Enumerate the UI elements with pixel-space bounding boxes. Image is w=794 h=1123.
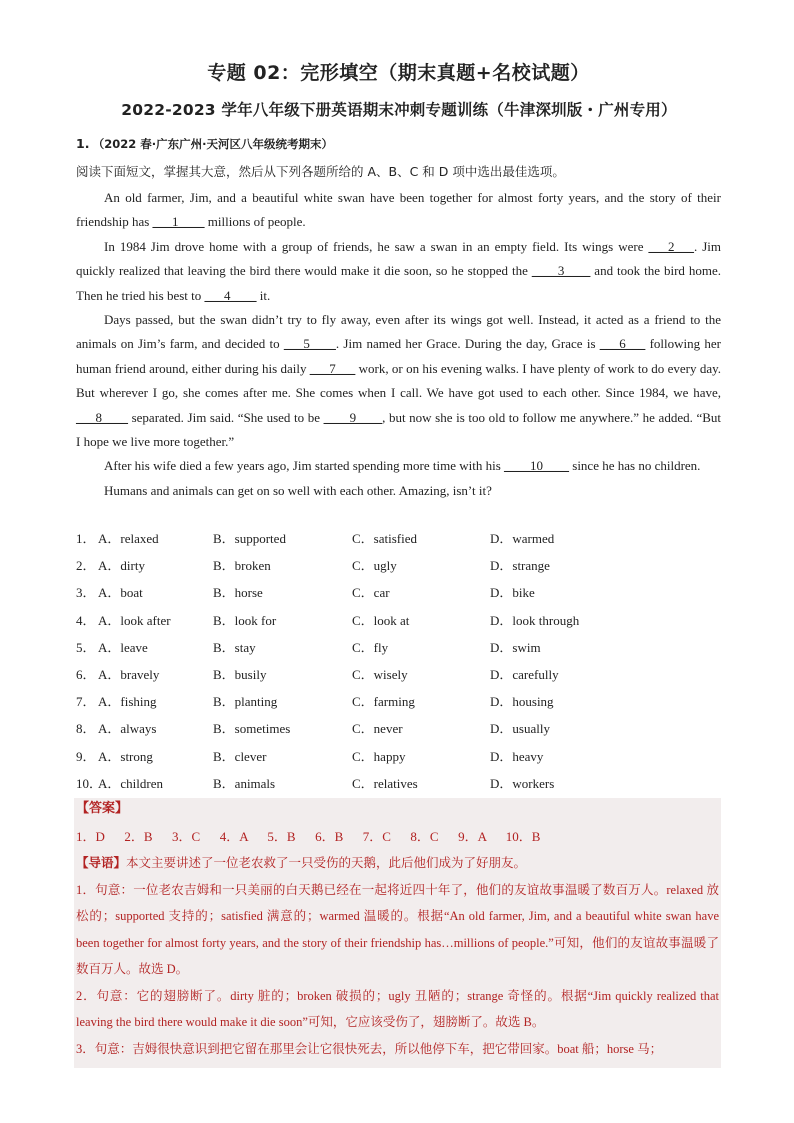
passage-text: After his wife died a few years ago, Jim started spending more time with his: [104, 458, 505, 474]
option-c: C．car: [352, 585, 390, 601]
option-row-7: [76, 691, 721, 718]
question-number: 1.: [76, 136, 90, 151]
blank-1-1: ___2___: [648, 238, 694, 254]
option-row-3: [76, 582, 721, 609]
blank-3-1: ____10____: [504, 458, 570, 474]
option-b: B．planting: [213, 694, 278, 710]
passage-text: work, or on his evening walks. I have plenty of work to do every day. But wherever I go, she comes after me. She comes when I call. We have got used to each other. Since 1984, we have,: [76, 360, 721, 401]
option-c: C．relatives: [352, 775, 418, 791]
blank-2-1: ___5____: [283, 336, 336, 352]
option-b: B．stay: [213, 639, 256, 655]
option-row-6: [76, 664, 721, 691]
option-a: A．boat: [98, 585, 143, 601]
option-c: C．satisfied: [352, 531, 417, 546]
option-b: B．animals: [213, 775, 276, 791]
option-row-10: [76, 773, 721, 800]
blank-2-9: ____9____: [323, 409, 383, 425]
option-a: A．children: [98, 775, 163, 791]
option-a: A．bravely: [98, 666, 160, 682]
blank-1-3: ____3____: [531, 263, 591, 279]
option-d: D．bike: [490, 585, 535, 601]
passage-paragraph: [76, 308, 721, 454]
explanation-2: 2．句意：它的翅膀断了。dirty 脏的；broken 破损的；ugly 丑陋的；strange 奇怪的。根据“Jim quickly realized that leaving the bird there would make it die soon”可知，它应该受伤了，翅膀断了。故选 B。: [76, 988, 719, 1029]
blank-2-5: ___7___: [309, 360, 356, 376]
passage-paragraph: [76, 479, 721, 503]
explanation-1: 1．句意：一位老农吉姆和一只美丽的白天鹅已经在一起将近四十年了，他们的友谊故事温暖了数百万人。relaxed 放松的；supported 支持的；satisfied 满意的；warmed 温暖的。根据“An old farmer, Jim, and a beautiful white swan have been together for almost forty years, and the story of their friendship has…millions of people.”可知，他们的友谊故事温暖了数百万人。故选 D。: [76, 882, 719, 976]
option-number: 6．: [76, 666, 96, 682]
option-d: D．strange: [490, 558, 550, 574]
passage-text: , but now she is too old to follow me anywhere.” he added. “But I hope we live more together.”: [76, 409, 721, 450]
passage-paragraph: [76, 235, 721, 308]
option-a: A．leave: [98, 639, 148, 655]
option-c: C．happy: [352, 748, 406, 764]
option-d: D．swim: [490, 639, 541, 655]
option-a: A．fishing: [98, 694, 157, 710]
passage-text: In 1984 Jim drove home with a group of friends, he saw a swan in an empty field. Its wings were: [104, 238, 649, 254]
option-number: 4．: [76, 612, 96, 628]
option-d: D．housing: [490, 694, 554, 710]
option-b: B．sometimes: [213, 721, 291, 737]
passage-paragraph: [76, 454, 721, 478]
guide-text: 本文主要讲述了一位老农救了一只受伤的天鹅，此后他们成为了好朋友。: [126, 855, 527, 870]
question-header: [76, 136, 333, 152]
blank-0-1: ___1____: [152, 214, 205, 230]
option-b: B．clever: [213, 748, 267, 764]
blank-1-5: ___4____: [204, 287, 257, 303]
passage-paragraph: [76, 186, 721, 235]
option-a: A．dirty: [98, 558, 145, 574]
passage: [76, 186, 721, 503]
option-row-2: [76, 555, 721, 582]
option-d: D．look through: [490, 612, 580, 628]
option-row-8: [76, 718, 721, 745]
passage-text: Humans and animals can get on so well with each other. Amazing, isn’t it?: [104, 482, 492, 498]
passage-text: An old farmer, Jim, and a beautiful white swan have been together for almost forty years, and the story of their friendship has: [76, 190, 721, 230]
option-c: C．fly: [352, 639, 389, 655]
option-number: 10．: [76, 775, 103, 791]
option-number: 9．: [76, 748, 96, 764]
option-row-9: [76, 746, 721, 773]
explanations: [76, 877, 719, 1063]
option-c: C．farming: [352, 694, 415, 710]
option-c: C．ugly: [352, 558, 397, 574]
option-d: D．heavy: [490, 748, 544, 764]
option-number: 5．: [76, 639, 96, 655]
passage-text: it.: [256, 287, 271, 303]
question-source: （2022 春·广东广州·天河区八年级统考期末）: [92, 137, 333, 151]
passage-text: and took the bird home. Then he tried his best to: [76, 263, 722, 303]
option-a: A．look after: [98, 612, 171, 628]
blank-2-7: ___8____: [76, 409, 128, 425]
option-row-4: [76, 610, 721, 637]
passage-text: following her human friend around, either during his daily: [76, 336, 721, 376]
option-b: B．supported: [213, 531, 286, 546]
option-number: 7．: [76, 694, 96, 710]
passage-text: since he has no children.: [569, 458, 701, 474]
option-a: A．strong: [98, 748, 153, 764]
document-title: 专题 02：完形填空（期末真题+名校试题）: [207, 62, 590, 84]
option-c: C．wisely: [352, 666, 408, 682]
option-a: A．always: [98, 721, 157, 737]
passage-text: separated. Jim said. “She used to be: [128, 409, 324, 425]
option-b: B．horse: [213, 585, 263, 601]
option-d: D．usually: [490, 721, 550, 737]
option-b: B．broken: [213, 558, 271, 574]
option-b: B．look for: [213, 612, 277, 628]
option-c: C．look at: [352, 612, 410, 628]
option-b: B．busily: [213, 666, 267, 682]
option-d: D．carefully: [490, 666, 559, 682]
blank-2-3: ___6___: [599, 336, 646, 352]
passage-text: Days passed, but the swan didn’t try to fly away, even after its wings got well. Instead, it acted as a friend to the animals on Jim’s farm, and decided to: [76, 312, 721, 352]
passage-text: . Jim quickly realized that leaving the bird there would make it die soon, so he stopped the: [76, 238, 721, 279]
option-row-1: [76, 528, 721, 555]
option-number: 3．: [76, 585, 96, 601]
passage-text: . Jim named her Grace. During the day, Grace is: [335, 336, 600, 352]
option-c: C．never: [352, 721, 403, 737]
answer-panel: [74, 798, 721, 1068]
option-number: 1．: [76, 531, 96, 546]
answer-label: 【答案】: [76, 801, 129, 816]
answer-keys: 1．D 2．B 3．C 4．A 5．B 6．B 7．C 8．C 9．A 10．B: [76, 829, 541, 844]
question-instruction: 阅读下面短文，掌握其大意，然后从下列各题所给的 A、B、C 和 D 项中选出最佳选项。: [76, 164, 565, 179]
option-row-5: [76, 637, 721, 664]
option-d: D．warmed: [490, 531, 555, 546]
guide-line: [76, 850, 719, 877]
option-number: 2．: [76, 558, 96, 574]
option-d: D．workers: [490, 775, 555, 791]
passage-text: millions of people.: [204, 214, 306, 230]
explanation-3: 3．句意：吉姆很快意识到把它留在那里会让它很快死去，所以他停下车，把它带回家。boat 船；horse 马；: [76, 1041, 663, 1056]
option-a: A．relaxed: [98, 531, 159, 546]
option-number: 8．: [76, 721, 96, 737]
guide-label: 【导语】: [76, 855, 127, 870]
document-subtitle: 2022-2023 学年八年级下册英语期末冲刺专题训练（牛津深圳版・广州专用）: [121, 101, 677, 119]
options-list: [76, 528, 721, 800]
